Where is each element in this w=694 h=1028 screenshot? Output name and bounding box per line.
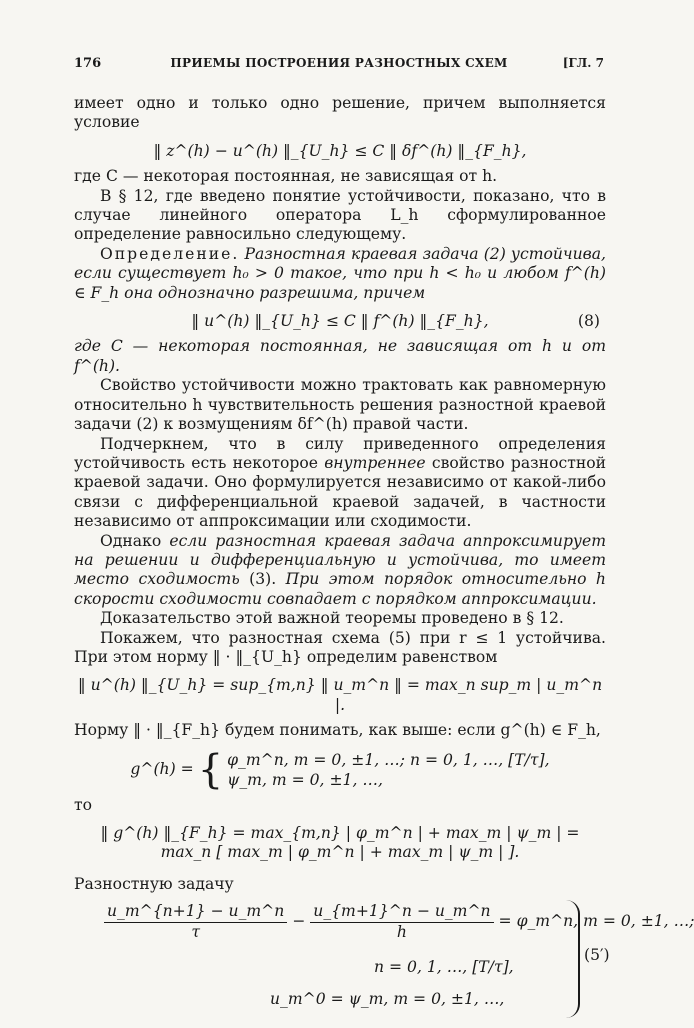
paragraph-continuation: имеет одно и только одно решение, причем выполняется условие bbox=[74, 94, 606, 132]
minus-sign: − bbox=[292, 912, 306, 931]
running-header bbox=[74, 56, 604, 76]
paragraph-norm-f: Норму ‖ · ‖_{F_h} будем понимать, как выше: если g^(h) ∈ F_h, bbox=[74, 721, 601, 740]
fraction-2-numerator: u_{m+1}^n − u_m^n bbox=[310, 902, 493, 922]
p6-text-a: Однако bbox=[100, 531, 170, 550]
cases-block bbox=[130, 746, 550, 793]
p6-emphasis-2: При этом порядок относительно h скорости сходимости совпадает с порядком аппроксимации. bbox=[74, 570, 606, 608]
paragraph-stability-interpretation: Свойство устойчивости можно трактовать как равномерную относительно h чувствительность решения разностной краевой задачи (2) к возмущениям δf^(h) правой части. bbox=[74, 376, 606, 434]
p5-text-b: свойство разностной краевой задачи. Оно формулируется независимо от какой-либо связи с дифференциальной краевой задачей, в частности независимо от аппроксимации или сходимости. bbox=[74, 453, 606, 531]
definition-paragraph bbox=[74, 245, 606, 303]
equation-norm-g: ‖ g^(h) ‖_{F_h} = max_{m,n} | φ_m^n | + max_m | ψ_m | = max_n [ max_m | φ_m^n | + max_m | ψ_m | ]. bbox=[100, 824, 580, 862]
fraction-space-difference bbox=[310, 902, 493, 942]
paragraph-difference-problem: Разностную задачу bbox=[74, 874, 234, 893]
equation-8 bbox=[74, 312, 606, 331]
equation-norm-u: ‖ u^(h) ‖_{U_h} = sup_{m,n} ‖ u_m^n ‖ = max_n sup_m | u_m^n |. bbox=[77, 676, 603, 714]
p6-emphasis-1: если разностная краевая задача аппроксимирует на решении и дифференциальную и устойчива, то имеет место сходимость bbox=[74, 531, 606, 589]
paragraph-constant: где C — некоторая постоянная, не зависящая от h. bbox=[74, 167, 498, 186]
equation-g-cases bbox=[74, 746, 606, 793]
cases-lines bbox=[227, 750, 549, 790]
paragraph-then: то bbox=[74, 795, 93, 814]
fraction-time-difference bbox=[104, 902, 287, 942]
system-row-3: u_m^0 = ψ_m, m = 0, ±1, …, bbox=[270, 990, 505, 1009]
p5-text-a: Подчеркнем, что в силу приведенного определения устойчивость есть некоторое bbox=[74, 434, 606, 472]
equation-8-label: (8) bbox=[577, 312, 600, 331]
paragraph-proof-ref: Доказательство этой важной теоремы проведено в § 12. bbox=[100, 609, 564, 628]
chapter-marker: [ГЛ. 7 bbox=[562, 56, 604, 70]
system-row-2: n = 0, 1, …, [T/τ], bbox=[374, 958, 514, 977]
right-brace-icon bbox=[556, 900, 580, 1018]
system-row-1 bbox=[104, 902, 694, 942]
left-brace-icon: { bbox=[197, 746, 224, 793]
page-number: 176 bbox=[74, 56, 102, 71]
paragraph-scheme-stability: Покажем, что разностная схема (5) при r ≤ 1 устойчива. При этом норму ‖ · ‖_{U_h} определим равенством bbox=[74, 628, 606, 666]
definition-tail: где C — некоторая постоянная, не зависящая от h и от f^(h). bbox=[74, 337, 606, 375]
definition-word: Определение. bbox=[100, 244, 240, 263]
fraction-2-denominator: h bbox=[396, 922, 407, 941]
case-line-2: ψ_m, m = 0, ±1, …, bbox=[227, 770, 383, 789]
p5-emphasis: внутреннее bbox=[324, 453, 426, 472]
equation-8-body: ‖ u^(h) ‖_{U_h} ≤ C ‖ f^(h) ‖_{F_h}, bbox=[191, 312, 489, 331]
paragraph-theorem bbox=[74, 532, 606, 610]
equation-convergence-bound: ‖ z^(h) − u^(h) ‖_{U_h} ≤ C ‖ δf^(h) ‖_{F_h}, bbox=[153, 141, 527, 160]
fraction-1-numerator: u_m^{n+1} − u_m^n bbox=[104, 902, 287, 922]
paragraph-internal-property bbox=[74, 435, 606, 532]
equation-system-5prime bbox=[74, 900, 694, 1028]
page-body bbox=[74, 94, 694, 1028]
equation-5prime-label: (5′) bbox=[584, 946, 610, 965]
paragraph-section-ref: В § 12, где введено понятие устойчивости, показано, что в случае линейного оператора L_h сформулированное определение равносильно следующему. bbox=[74, 186, 606, 244]
system-row-1-rhs: = φ_m^n, m = 0, ±1, …; bbox=[498, 912, 694, 931]
case-line-1: φ_m^n, m = 0, ±1, …; n = 0, 1, …, [T/τ], bbox=[227, 750, 550, 769]
p6-text-b: (3). bbox=[239, 570, 286, 589]
fraction-1-denominator: τ bbox=[191, 922, 200, 941]
cases-lhs: g^(h) = bbox=[130, 759, 194, 778]
definition-text: Разностная краевая задача (2) устойчива, если существует h₀ > 0 такое, что при h < h₀ и любом f^(h) ∈ F_h она однозначно разрешима, причем bbox=[74, 244, 606, 302]
running-title: ПРИЕМЫ ПОСТРОЕНИЯ РАЗНОСТНЫХ СХЕМ bbox=[170, 56, 508, 70]
